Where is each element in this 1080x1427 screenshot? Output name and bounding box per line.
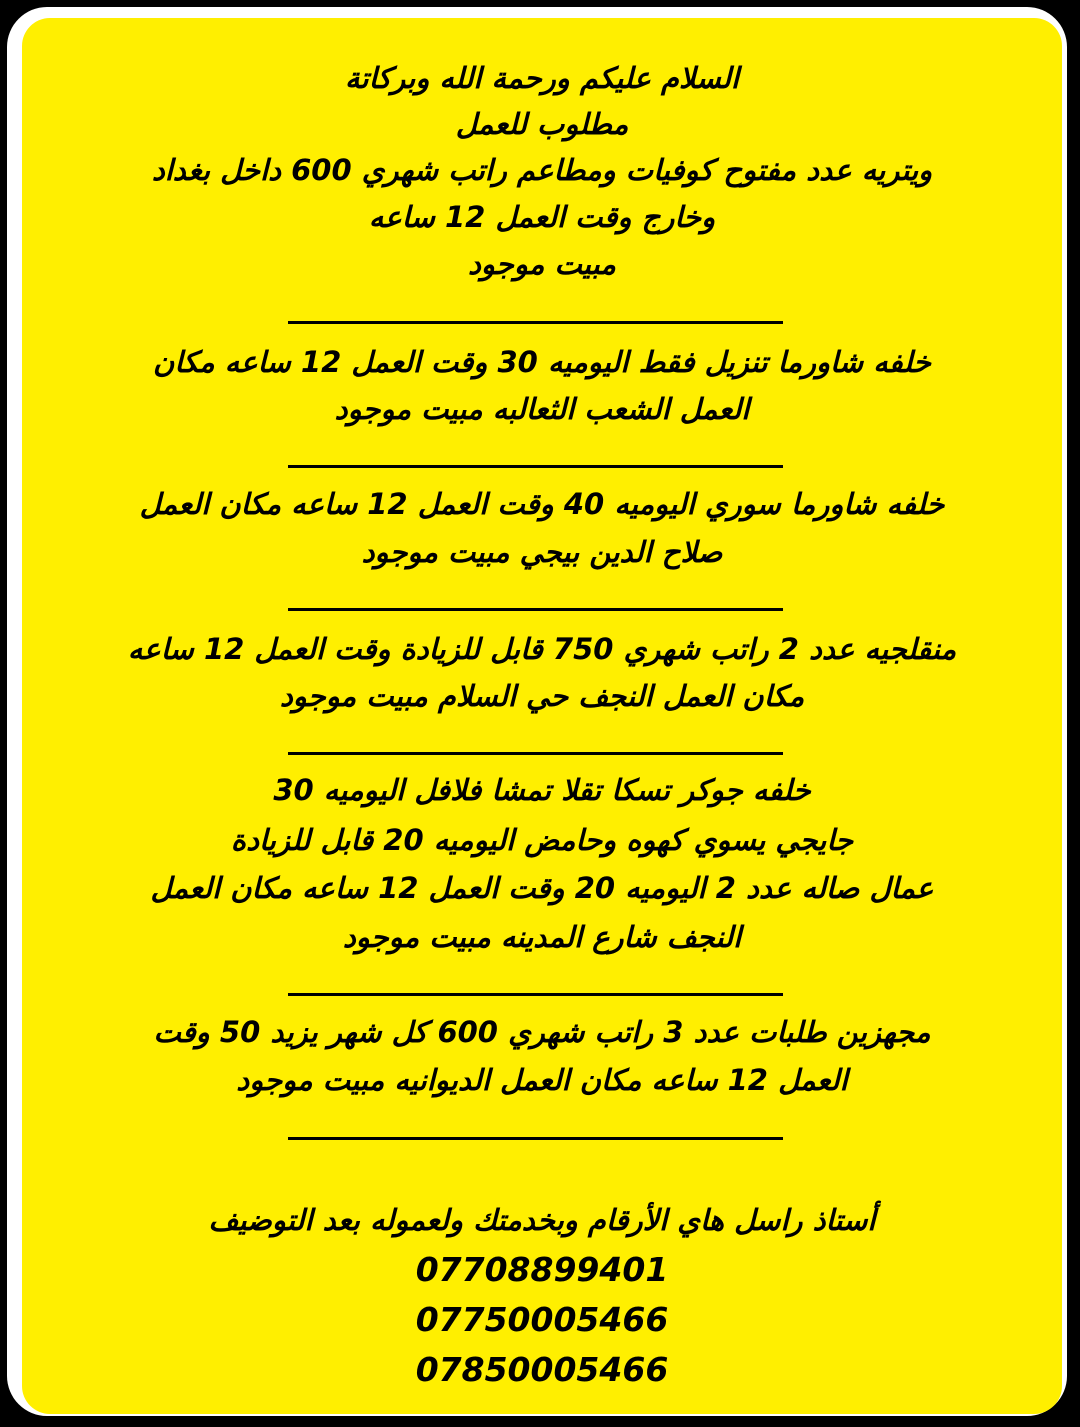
job-5-line-1: مجهزين طلبات عدد 3 راتب شهري 600 كل شهر يزيد 50 وقت [153,1015,931,1049]
ad-title: مطلوب للعمل [455,107,629,141]
job-4-line-1: خلفه جوكر تسكا تقلا تمشا فلافل اليوميه 30 [273,773,811,807]
job-ad-content [22,18,1062,1414]
divider [288,608,783,611]
job-2-line-2: صلاح الدين بيجي مبيت موجود [361,535,723,569]
contact-note: أستاذ راسل هاي الأرقام وبخدمتك ولعموله بعد التوضيف [208,1203,876,1237]
header-line-2: وخارج وقت العمل 12 ساعه [368,200,716,234]
job-3-line-2: مكان العمل النجف حي السلام مبيت موجود [279,679,805,713]
job-1-line-2: العمل الشعب الثعالبه مبيت موجود [334,392,750,426]
divider [288,465,783,468]
job-2-line-1: خلفه شاورما سوري اليوميه 40 وقت العمل 12 ساعه مكان العمل [139,487,945,521]
job-ad-card [22,18,1062,1414]
phone-number-1[interactable]: 07708899401 [415,1250,669,1289]
header-line-1: ويتريه عدد مفتوح كوفيات ومطاعم راتب شهري 600 داخل بغداد [151,153,933,187]
phone-number-2[interactable]: 07750005466 [415,1300,669,1339]
header-line-3: مبيت موجود [468,247,616,281]
job-3-line-1: منقلجيه عدد 2 راتب شهري 750 قابل للزيادة وقت العمل 12 ساعه [127,632,957,666]
job-4-line-2: جايجي يسوي كهوه وحامض اليوميه 20 قابل للزيادة [230,823,854,857]
job-1-line-1: خلفه شاورما تنزيل فقط اليوميه 30 وقت العمل 12 ساعه مكان [153,345,931,379]
job-4-line-3: عمال صاله عدد 2 اليوميه 20 وقت العمل 12 ساعه مكان العمل [150,871,934,905]
job-4-line-4: النجف شارع المدينه مبيت موجود [342,920,742,954]
divider [288,1137,783,1140]
divider [288,321,783,324]
greeting-text: السلام عليكم ورحمة الله وبركاتة [344,61,739,95]
divider [288,993,783,996]
divider [288,752,783,755]
job-5-line-2: العمل 12 ساعه مكان العمل الديوانيه مبيت موجود [236,1063,848,1097]
phone-number-3[interactable]: 07850005466 [415,1350,669,1389]
